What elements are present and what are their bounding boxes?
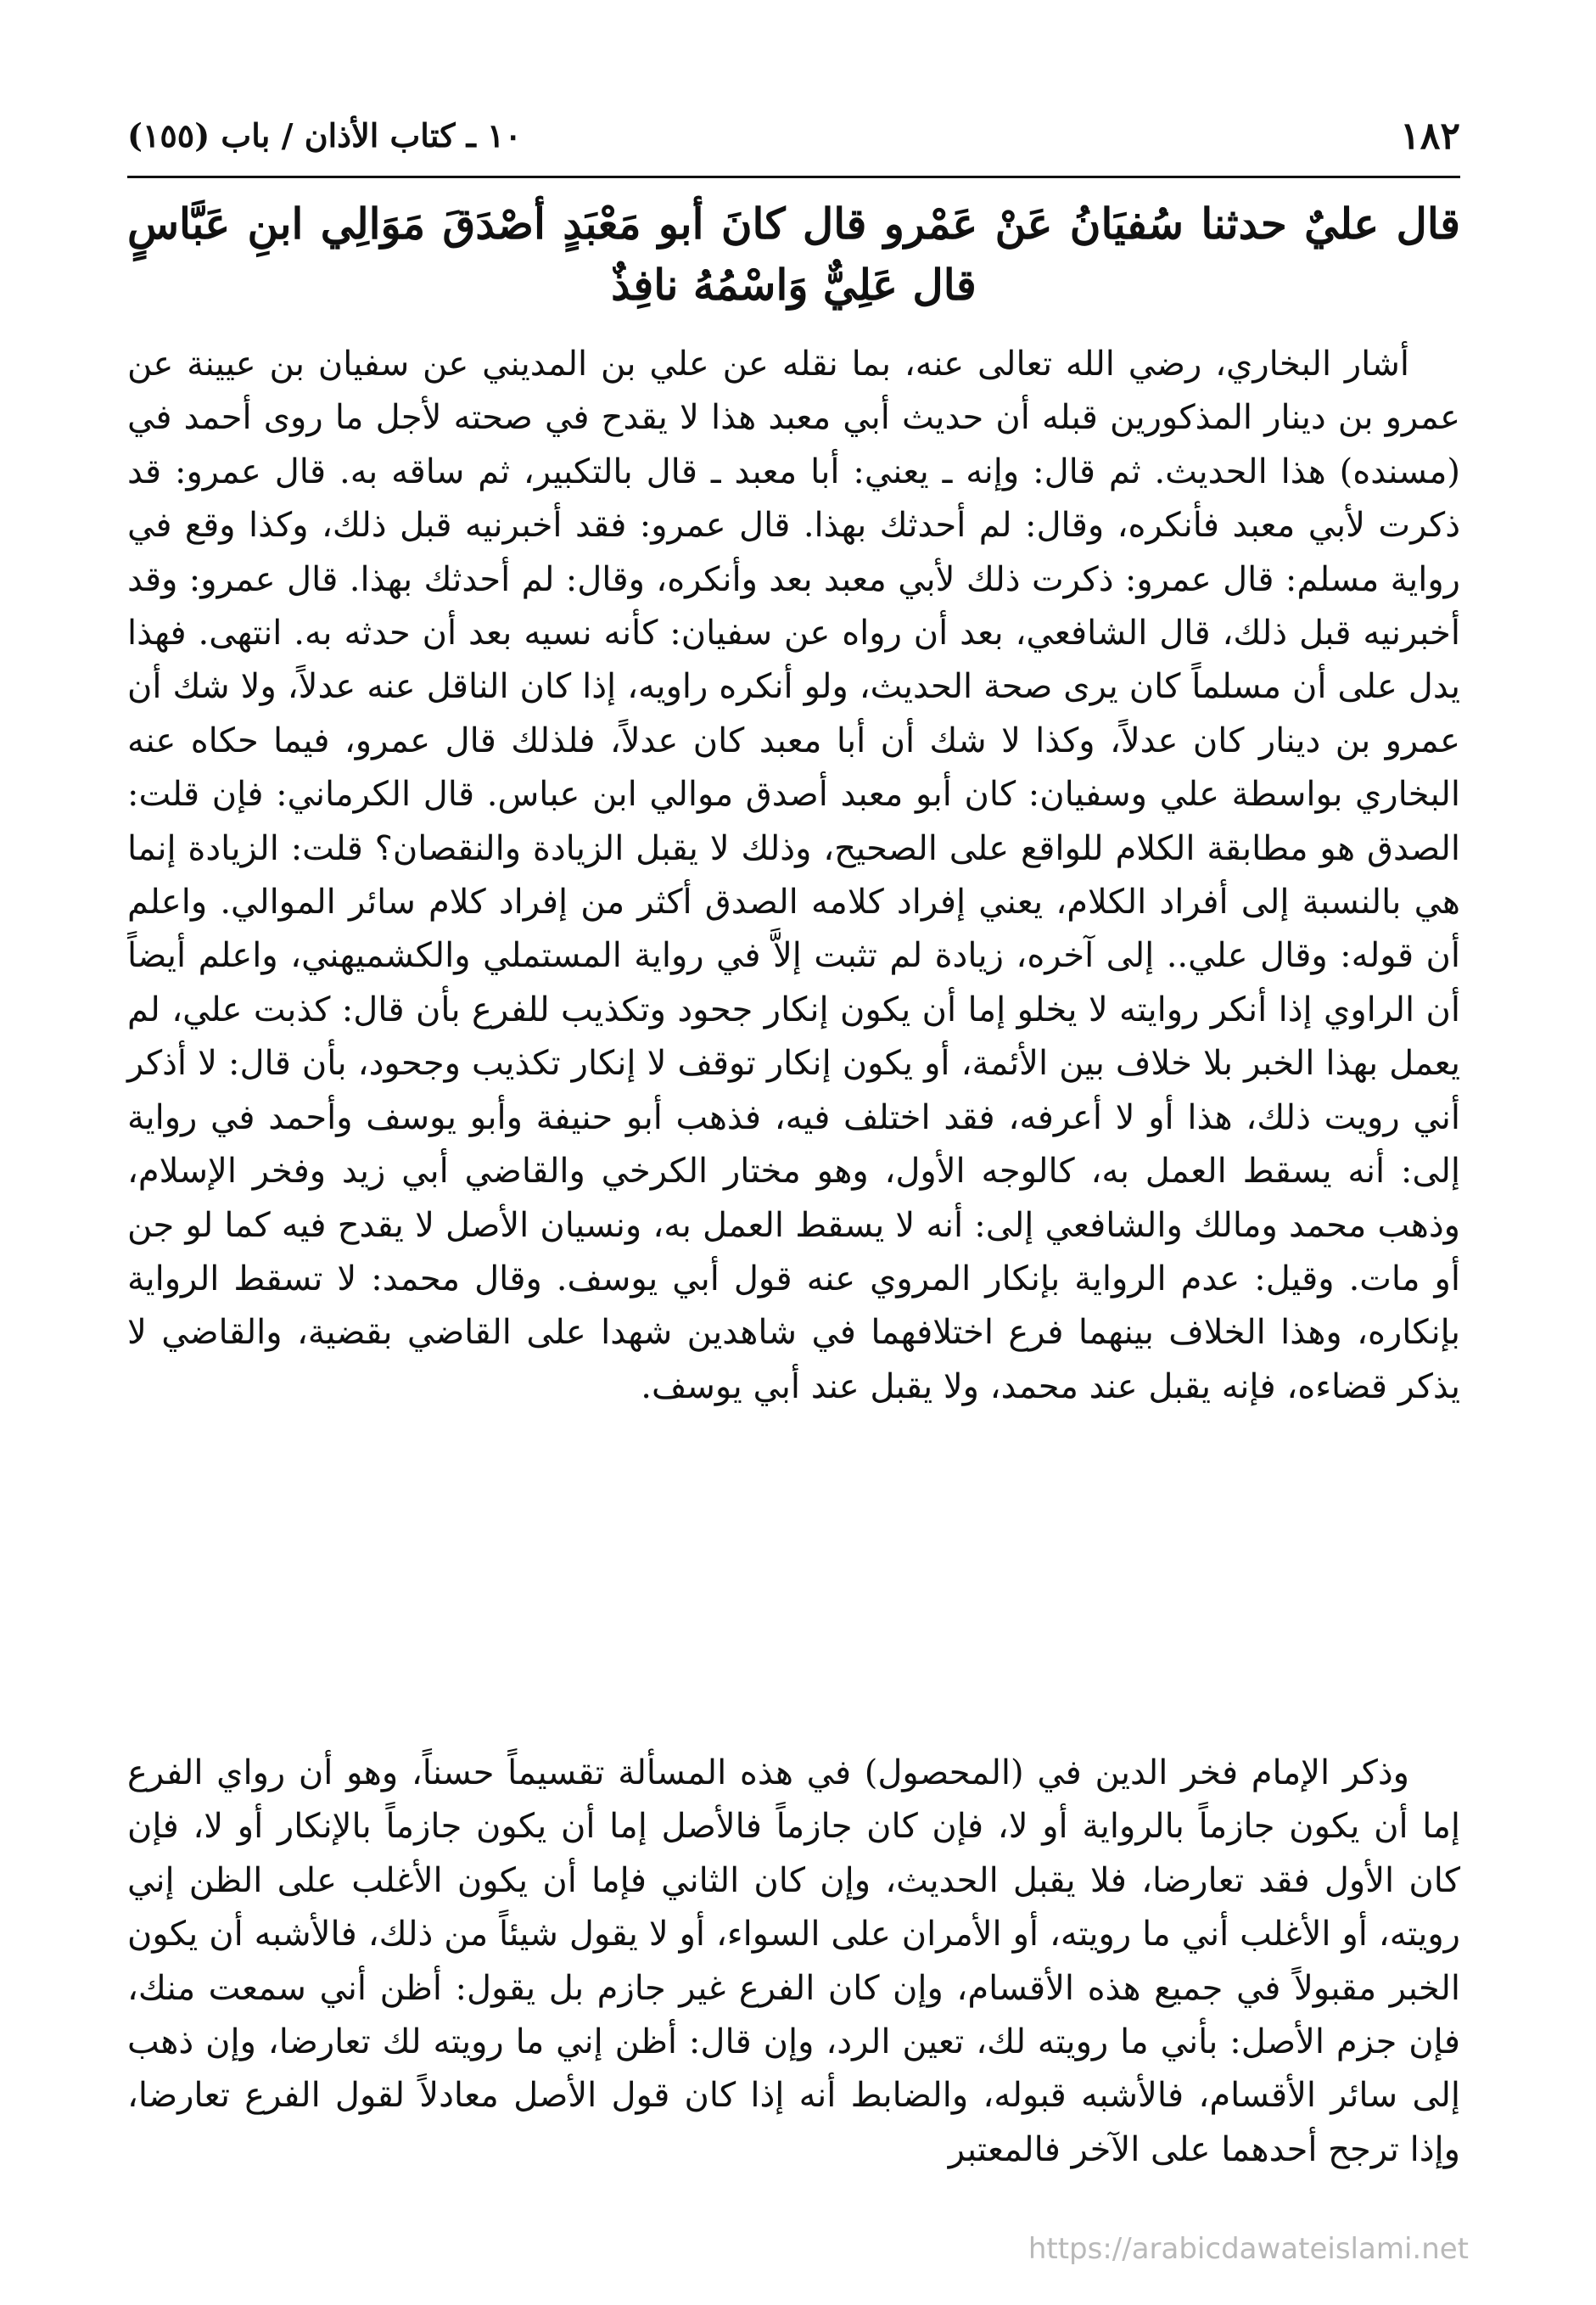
commentary-paragraph-2: وذكر الإمام فخر الدين في (المحصول) في هذه المسألة تقسيماً حسناً، وهو أن رواي الفرع إما أن يكون جازماً بالرواية أو لا، فإن كان جازماً فالأصل إما أن يكون جازماً بالإنكار أو لا، فإن كان الأول فقد تعارضا، فلا يقبل الحديث، وإن كان الثاني فإما أن يكون الأغلب على الظن إني رويته، أو الأغلب أني ما رويته، أو الأمران على السواء، أو لا يقول شيئاً من ذلك، فالأشبه أن يكون الخبر مقبولاً في جميع هذه الأقسام، وإن كان الفرع غير جازم بل يقول: أظن أني سمعت منك، فإن جزم الأصل: بأني ما رويته لك، تعين الرد، وإن قال: أظن إني ما رويته لك تعارضا، وإن ذهب إلى سائر الأقسام، فالأشبه قبوله، والضابط أنه إذا كان قول الأصل معادلاً لقول الفرع تعارضا، وإذا ترجح أحدهما على الآخر فالمعتبر [127, 1753, 1461, 2169]
commentary-paragraph-1: أشار البخاري، رضي الله تعالى عنه، بما نقله عن علي بن المديني عن سفيان بن عيينة عن عمرو بن دينار المذكورين قبله أن حديث أبي معبد هذا لا يقدح في صحته لأجل ما روى أحمد في (مسنده) هذا الحديث. ثم قال: وإنه ـ يعني: أبا معبد ـ قال بالتكبير، ثم ساقه به. قال عمرو: قد ذكرت لأبي معبد فأنكره، وقال: لم أحدثك بهذا. قال عمرو: فقد أخبرنيه قبل ذلك، وكذا وقع في رواية مسلم: قال عمرو: ذكرت ذلك لأبي معبد بعد وأنكره، وقال: لم أحدثك بهذا. قال عمرو: وقد أخبرنيه قبل ذلك، قال الشافعي، بعد أن رواه عن سفيان: كأنه نسيه بعد أن حدثه به. انتهى. فهذا يدل على أن مسلماً كان يرى صحة الحديث، ولو أنكره راويه، إذا كان الناقل عنه عدلاً، ولا شك أن عمرو بن دينار كان عدلاً، وكذا لا شك أن أبا معبد كان عدلاً، فلذلك قال عمرو، فيما حكاه عنه البخاري بواسطة علي وسفيان: كان أبو معبد أصدق موالي ابن عباس. قال الكرماني: فإن قلت: الصدق هو مطابقة الكلام للواقع على الصحيح، وذلك لا يقبل الزيادة والنقصان؟ قلت: الزيادة إنما هي بالنسبة إلى أفراد الكلام، يعني إفراد كلامه الصدق أكثر من إفراد كلام سائر الموالي. واعلم أن قوله: وقال علي.. إلى آخره، زيادة لم تثبت إلاَّ في رواية المستملي والكشميهني، واعلم أيضاً أن الراوي إذا أنكر روايته لا يخلو إما أن يكون إنكار جحود وتكذيب للفرع بأن قال: كذبت علي، لم يعمل بهذا الخبر بلا خلاف بين الأئمة، أو يكون إنكار توقف لا إنكار تكذيب وجحود، بأن قال: لا أذكر أني رويت ذلك، هذا أو لا أعرفه، فقد اختلف فيه، فذهب أبو حنيفة وأبو يوسف وأحمد في رواية إلى: أنه يسقط العمل به، كالوجه الأول، وهو مختار الكرخي والقاضي أبي زيد وفخر الإسلام، وذهب محمد ومالك والشافعي إلى: أنه لا يسقط العمل به، ونسيان الأصل لا يقدح فيه كما لو جن أو مات. وقيل: عدم الرواية بإنكار المروي عنه قول أبي يوسف. وقال محمد: لا تسقط الرواية بإنكاره، وهذا الخلاف بينهما فرع اختلافهما في شاهدين شهدا على القاضي بقضية، والقاضي لا يذكر قضاءه، فإنه يقبل عند محمد، ولا يقبل عند أبي يوسف. [127, 345, 1461, 1406]
hadith-text: قال عليٌ حدثنا سُفيَانُ عَنْ عَمْرو قال كانَ أبو مَعْبَدٍ أصْدَقَ مَوَالِي ابنِ عَبَّاسٍ قال عَلِيٌّ وَاسْمُهُ نافِذٌ [127, 199, 1460, 310]
page-header [127, 115, 1460, 165]
watermark-url: https://arabicdawateislami.net [1028, 2232, 1469, 2266]
running-title: ١٠ ـ كتاب الأذان / باب (١٥٥) [127, 116, 522, 154]
header-rule [127, 176, 1460, 178]
page-number: ١٨٢ [1400, 115, 1460, 158]
